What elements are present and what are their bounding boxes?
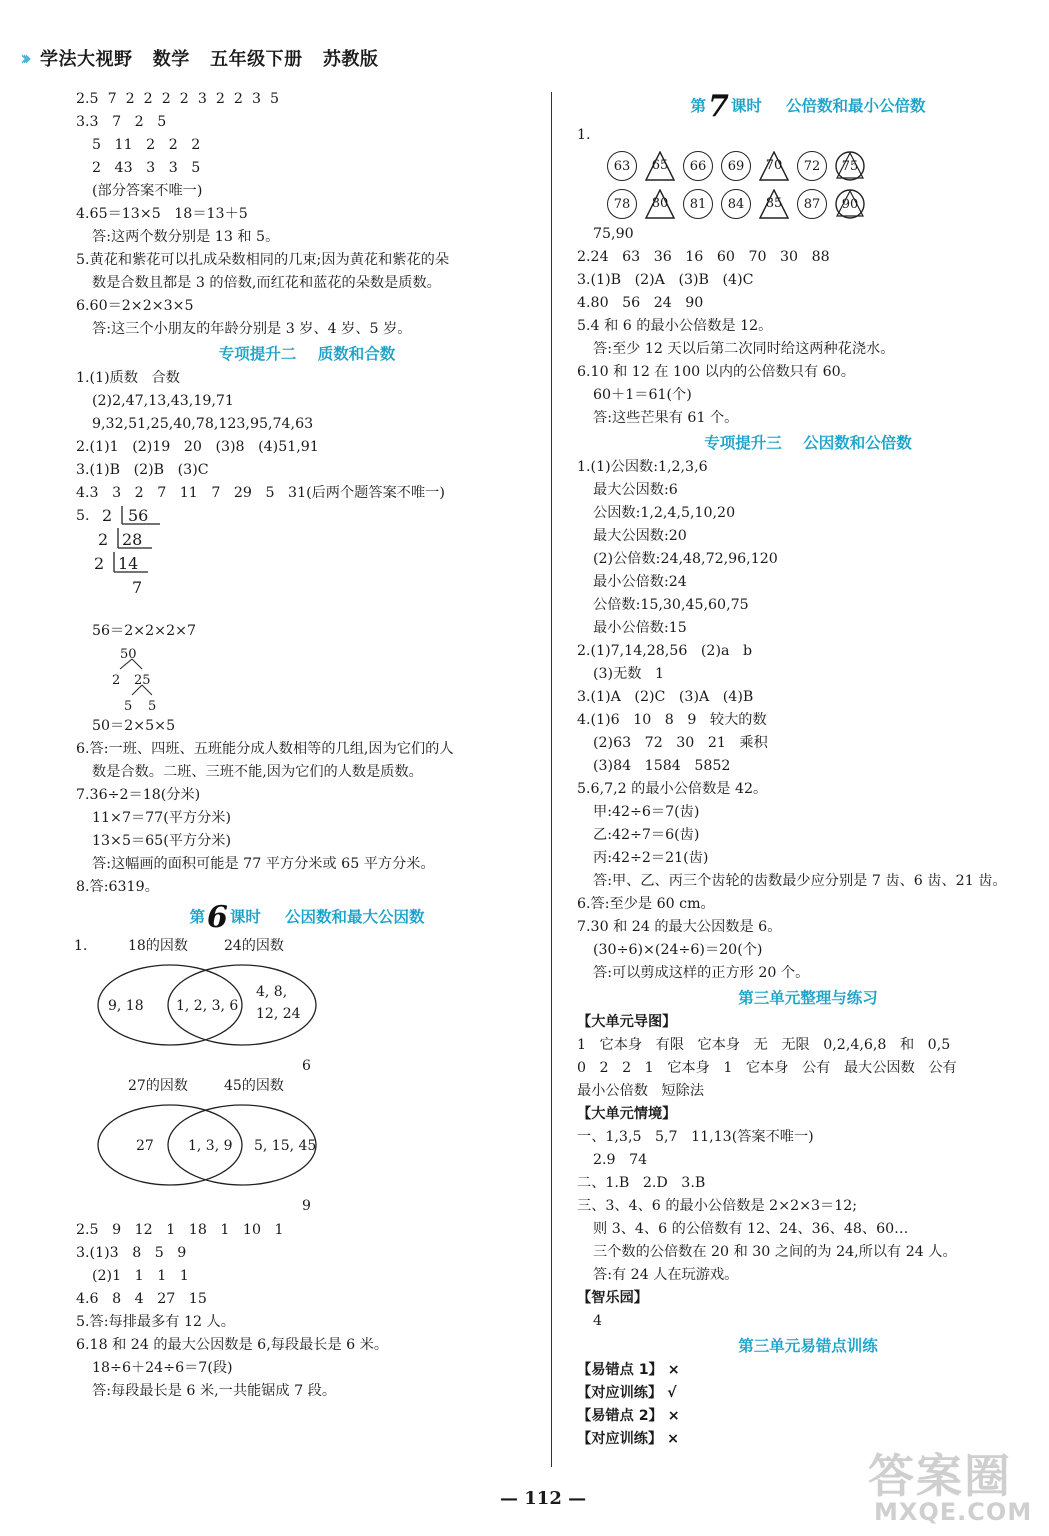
answer-line: 答:有 24 人在玩游戏。 [593, 1267, 739, 1283]
tree-node: 5 [124, 699, 133, 714]
error-point-line: 【对应训练】 × [577, 1431, 679, 1447]
answer-line: 50＝2×5×5 [92, 718, 176, 734]
circled-number [607, 189, 637, 219]
answer-line: 最小公倍数 短除法 [577, 1083, 705, 1099]
number-shapes-row-1 [607, 147, 1039, 185]
divisor: 2 [98, 530, 109, 549]
venn-label-left: 27的因数 [128, 1078, 188, 1094]
shape-number: 63 [613, 158, 631, 174]
shape-number: 81 [689, 196, 707, 212]
answer-line: 8.答:6319。 [76, 879, 159, 895]
answer-line: 1.(1)质数 合数 [76, 370, 180, 386]
circled-triangled-number [835, 189, 865, 219]
page-header [20, 44, 378, 72]
answer-line: 乙:42÷7＝6(齿) [593, 827, 700, 843]
answer-line: 答:甲、乙、丙三个齿轮的齿数最少应分别是 7 齿、6 齿、21 齿。 [593, 873, 1007, 889]
watermark-domain: MXQE.COM [874, 1498, 1033, 1526]
lesson-prefix: 第 [189, 907, 206, 926]
answer-line: 60＋1＝61(个) [593, 387, 692, 403]
quotient: 14 [118, 554, 139, 573]
answer-line: (2)1 1 1 1 [92, 1268, 189, 1284]
answer-line: 0 2 2 1 它本身 1 它本身 公有 最大公因数 公有 [577, 1060, 957, 1076]
answer-line: 4.80 56 24 90 [577, 295, 704, 311]
answer-line: 13×5＝65(平方分米) [92, 833, 232, 849]
answer-line: (部分答案不唯一) [92, 183, 203, 199]
answer-line: 6.10 和 12 在 100 以内的公倍数只有 60。 [577, 364, 855, 380]
column-divider [551, 92, 552, 1467]
answer-line: 7.30 和 24 的最大公因数是 6。 [577, 919, 782, 935]
answer-line: (2)63 72 30 21 乘积 [593, 735, 768, 751]
section-heading: 第三单元易错点训练 [738, 1337, 878, 1355]
answer-line: 6.答:一班、四班、五班能分成人数相等的几组,因为它们的人 [76, 741, 454, 757]
answer-line: 18÷6＋24÷6＝7(段) [92, 1360, 233, 1376]
answer-line: 1.(1)公因数:1,2,3,6 [577, 459, 708, 475]
tree-node: 2 [112, 673, 121, 688]
answer-line: 最大公因数:6 [593, 482, 678, 498]
lesson-title: 公因数和最大公因数 [284, 907, 425, 926]
shape-number: 80 [651, 196, 669, 211]
venn-right-set: 4, 8, [256, 984, 288, 1000]
triangled-number [759, 189, 789, 219]
triangled-number [759, 151, 789, 181]
answer-line: 答:可以剪成这样的正方形 20 个。 [593, 965, 810, 981]
quotient: 7 [132, 578, 143, 597]
answer-line: 1 它本身 有限 它本身 无 无限 0,2,4,6,8 和 0,5 [577, 1037, 951, 1053]
header-arrows-icon: ››› [20, 46, 26, 70]
circled-number [797, 151, 827, 181]
answer-line: 最小公倍数:15 [593, 620, 687, 636]
circled-number [721, 151, 751, 181]
answer-line: 答:至少 12 天以后第二次同时给这两种花浇水。 [593, 341, 895, 357]
answer-line: 75,90 [593, 226, 634, 242]
answer-line: 答:这幅画的面积可能是 77 平方分米或 65 平方分米。 [92, 856, 435, 872]
answer-line: (3)无数 1 [593, 666, 665, 682]
answer-line: 公因数:1,2,4,5,10,20 [593, 505, 736, 521]
answer-line: 一、1,3,5 5,7 11,13(答案不唯一) [577, 1129, 814, 1145]
lesson-number: 6 [207, 899, 228, 935]
answer-line: 4.65＝13×5 18＝13＋5 [76, 206, 248, 222]
shape-number: 69 [727, 158, 745, 174]
subsection-label: 【大单元情境】 [577, 1106, 677, 1122]
shape-number: 85 [765, 196, 783, 211]
circled-number [797, 189, 827, 219]
lesson-suffix: 课时 [229, 907, 261, 926]
venn-diagram-27-45 [76, 1077, 538, 1219]
book-title: 学法大视野 数学 五年级下册 苏教版 [40, 49, 379, 70]
venn-intersection: 1, 3, 9 [188, 1138, 233, 1154]
answer-line: 答:每段最长是 6 米,一共能锯成 7 段。 [92, 1383, 337, 1399]
venn-right-set: 5, 15, 45 [254, 1138, 317, 1154]
watermark-logo [860, 1440, 1040, 1530]
circled-number [683, 189, 713, 219]
answer-line: (30÷6)×(24÷6)＝20(个) [593, 942, 763, 958]
short-division-diagram [94, 506, 538, 620]
shape-number: 75 [841, 158, 859, 174]
answer-line: 5.4 和 6 的最小公倍数是 12。 [577, 318, 773, 334]
answer-line: 4 [593, 1313, 603, 1329]
section-heading: 专项提升二 质数和合数 [218, 345, 396, 363]
answer-line: 4.3 3 2 7 11 7 29 5 31(后两个题答案不唯一) [76, 485, 445, 501]
gcf-answer: 9 [302, 1198, 311, 1214]
shape-number: 87 [803, 196, 821, 212]
quotient: 28 [122, 530, 143, 549]
answer-line: 最小公倍数:24 [593, 574, 687, 590]
divisor: 2 [102, 506, 113, 525]
answer-line: 2.24 63 36 16 60 70 30 88 [577, 249, 830, 265]
number-shapes-row-2 [607, 185, 1039, 223]
answer-line: 6.60＝2×2×3×5 [76, 298, 194, 314]
venn-intersection: 1, 2, 3, 6 [176, 998, 239, 1014]
triangled-number [645, 151, 675, 181]
answer-line: 5 11 2 2 2 [92, 137, 201, 153]
answer-line: 6.18 和 24 的最大公因数是 6,每段最长是 6 米。 [76, 1337, 389, 1353]
watermark-text: 答案圈 [868, 1449, 1012, 1503]
lesson-prefix: 第 [690, 96, 707, 115]
answer-line: (2)公倍数:24,48,72,96,120 [593, 551, 778, 567]
subsection-label: 【大单元导图】 [577, 1014, 677, 1030]
gcf-answer: 6 [302, 1058, 311, 1074]
answer-line: 9,32,51,25,40,78,123,95,74,63 [92, 416, 314, 432]
answer-line: 5. [76, 508, 90, 524]
answer-line: 答:这三个小朋友的年龄分别是 3 岁、4 岁、5 岁。 [92, 321, 412, 337]
answer-line: 6.答:至少是 60 cm。 [577, 896, 715, 912]
section-heading: 专项提升三 公因数和公倍数 [704, 434, 912, 452]
lesson-number: 7 [708, 88, 729, 124]
answer-line: 5.6,7,2 的最小公倍数是 42。 [577, 781, 768, 797]
answer-line: 3.(1)B (2)A (3)B (4)C [577, 272, 754, 288]
answer-line: 3.(1)3 8 5 9 [76, 1245, 187, 1261]
circled-number [721, 189, 751, 219]
question-number: 1. [74, 938, 88, 954]
answer-line: 5.黄花和紫花可以扎成朵数相同的几束;因为黄花和紫花的朵 [76, 252, 450, 268]
answer-line: 最大公因数:20 [593, 528, 687, 544]
circled-number [683, 151, 713, 181]
circled-triangled-number [835, 151, 865, 181]
answer-line: 3.3 7 2 5 [76, 114, 167, 130]
answer-line: 7.36÷2＝18(分米) [76, 787, 201, 803]
divisor: 2 [94, 554, 105, 573]
shape-number: 70 [765, 158, 783, 173]
answer-line: 答:这些芒果有 61 个。 [593, 410, 739, 426]
answer-line: 5.答:每排最多有 12 人。 [76, 1314, 235, 1330]
shape-number: 84 [727, 196, 745, 212]
venn-diagram-18-24 [76, 935, 538, 1077]
answer-line: 2.5 9 12 1 18 1 10 1 [76, 1222, 284, 1238]
tree-node: 5 [148, 699, 157, 714]
dividend: 56 [128, 506, 149, 525]
lesson-suffix: 课时 [730, 96, 762, 115]
error-point-line: 【易错点 1】 × [577, 1362, 680, 1378]
tree-node: 50 [120, 647, 137, 662]
shape-number: 65 [651, 158, 669, 173]
answer-line: (3)84 1584 5852 [593, 758, 731, 774]
answer-line: 则 3、4、6 的公倍数有 12、24、36、48、60… [593, 1221, 909, 1237]
answer-line: 丙:42÷2＝21(齿) [593, 850, 709, 866]
lesson-7-heading [577, 88, 1039, 124]
subsection-label: 【智乐园】 [577, 1290, 648, 1306]
answer-line: (2)2,47,13,43,19,71 [92, 393, 234, 409]
answer-line: 56＝2×2×2×7 [92, 623, 197, 639]
error-point-line: 【易错点 2】 × [577, 1408, 680, 1424]
circled-number [607, 151, 637, 181]
answer-line: 3.(1)B (2)B (3)C [76, 462, 209, 478]
venn-left-set: 9, 18 [108, 998, 144, 1014]
tree-node: 25 [134, 673, 151, 688]
venn-left-set: 27 [136, 1138, 154, 1154]
answer-line: 4.6 8 4 27 15 [76, 1291, 207, 1307]
section-heading: 第三单元整理与练习 [738, 989, 878, 1007]
answer-line: 公倍数:15,30,45,60,75 [593, 597, 749, 613]
venn-label-right: 24的因数 [224, 938, 284, 954]
answer-line: 答:这两个数分别是 13 和 5。 [92, 229, 280, 245]
page-number: — 112 — [500, 1488, 587, 1509]
shape-number: 72 [803, 158, 821, 174]
answer-line: 三个数的公倍数在 20 和 30 之间的为 24,所以有 24 人。 [593, 1244, 957, 1260]
right-column [577, 88, 1039, 1451]
answer-line: 2.(1)7,14,28,56 (2)a b [577, 643, 753, 659]
answer-line: 4.(1)6 10 8 9 较大的数 [577, 712, 767, 728]
answer-line: 3.(1)A (2)C (3)A (4)B [577, 689, 754, 705]
answer-line: 2 43 3 3 5 [92, 160, 201, 176]
answer-line: 二、1.B 2.D 3.B [577, 1175, 706, 1191]
shape-number: 90 [841, 196, 859, 212]
left-column [76, 88, 538, 1403]
venn-label-left: 18的因数 [128, 938, 188, 954]
triangled-number [645, 189, 675, 219]
shape-number: 78 [613, 196, 631, 212]
answer-line: 三、3、4、6 的最小公倍数是 2×2×3＝12; [577, 1198, 858, 1214]
answer-line: 11×7＝77(平方分米) [92, 810, 232, 826]
answer-line: 数是合数。二班、三班不能,因为它们的人数是质数。 [92, 764, 423, 780]
answer-line: 2.(1)1 (2)19 20 (3)8 (4)51,91 [76, 439, 319, 455]
lesson-6-heading [76, 899, 538, 935]
factor-tree [92, 643, 538, 715]
answer-line: 数是合数且都是 3 的倍数,而红花和蓝花的朵数是质数。 [92, 275, 441, 291]
lesson-title: 公倍数和最小公倍数 [785, 96, 926, 115]
answer-line: 1. [577, 127, 591, 143]
answer-line: 2.5 7 2 2 2 2 3 2 2 3 5 [76, 91, 280, 107]
shape-number: 66 [689, 158, 707, 174]
answer-line: 2.9 74 [593, 1152, 648, 1168]
answer-line: 甲:42÷6＝7(齿) [593, 804, 700, 820]
venn-label-right: 45的因数 [224, 1078, 284, 1094]
error-point-line: 【对应训练】 √ [577, 1385, 677, 1401]
venn-right-set: 12, 24 [256, 1006, 301, 1022]
